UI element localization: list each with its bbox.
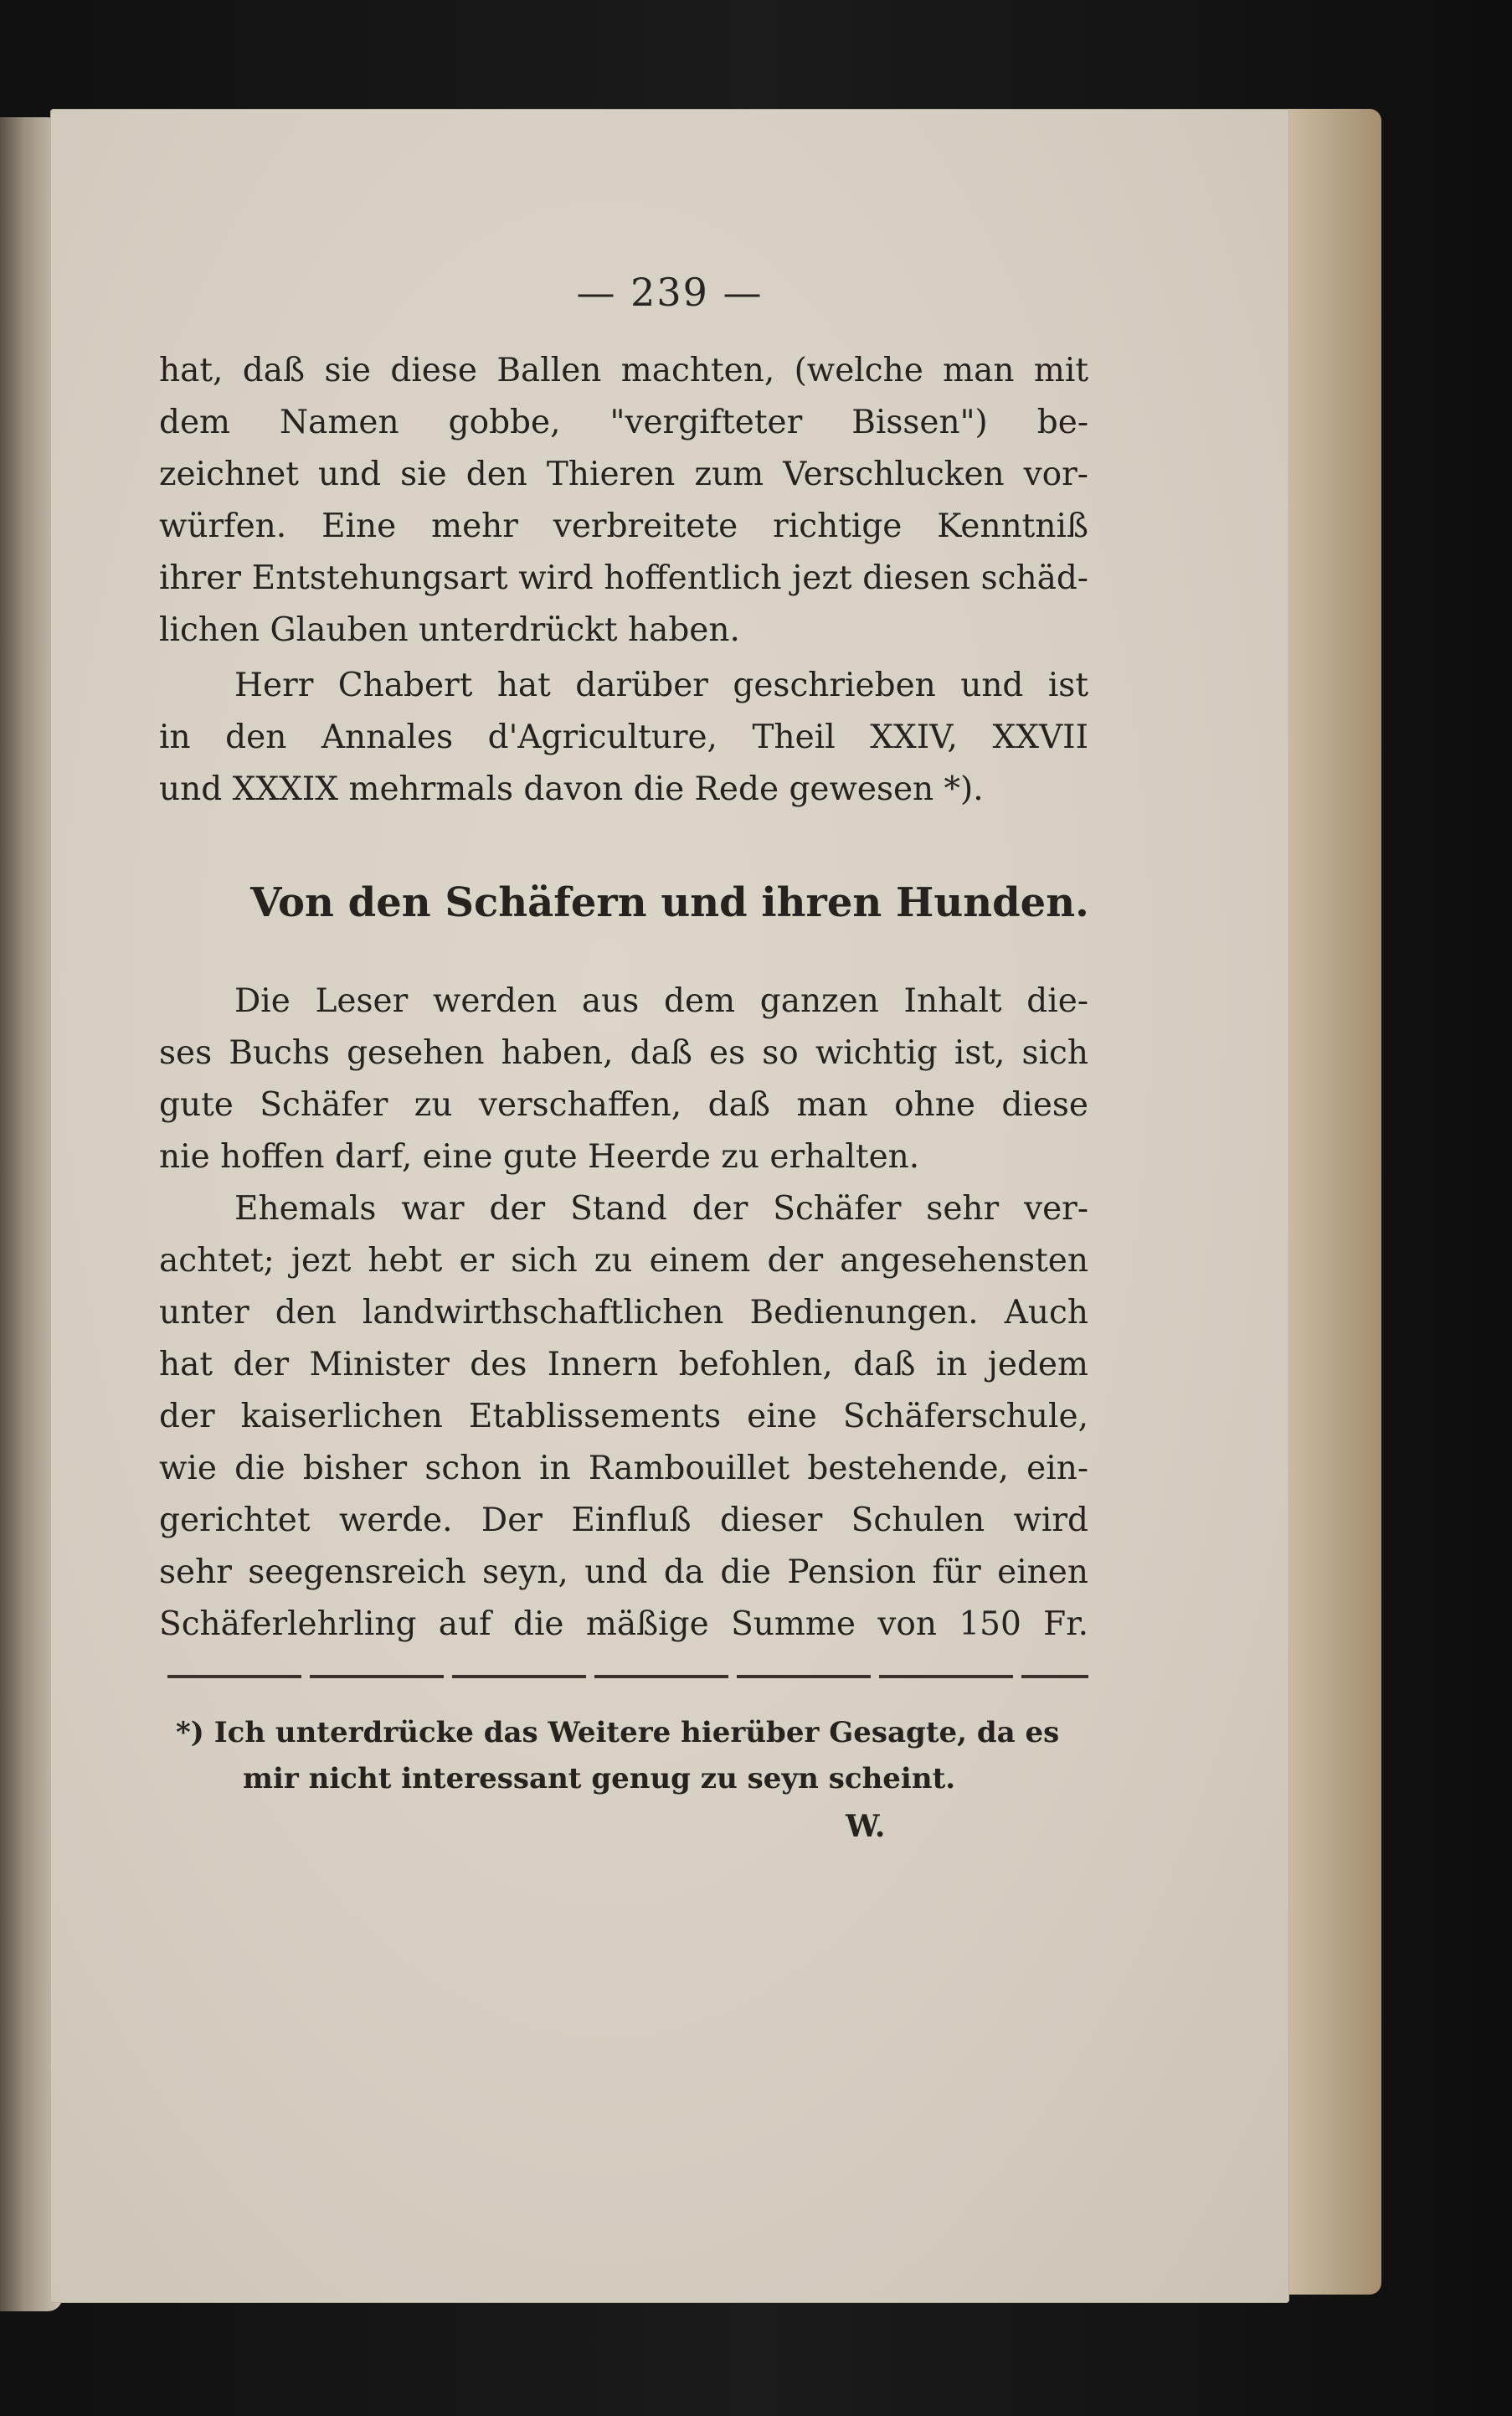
text-line: hat, daß sie diese Ballen machten, (welche man mit xyxy=(159,352,1088,389)
footnote xyxy=(176,1710,1080,1802)
text-line: der kaiserlichen Etablissements eine Schäferschule, xyxy=(159,1398,1088,1435)
text-line: in den Annales d'Agriculture, Theil XXIV, XXVII xyxy=(159,719,1088,756)
page-content xyxy=(50,109,1289,2303)
text-line: nie hoffen darf, eine gute Heerde zu erhalten. xyxy=(159,1138,920,1176)
text-line: würfen. Eine mehr verbreitete richtige Kenntniß xyxy=(159,507,1088,545)
paragraph-one xyxy=(159,345,1088,657)
text-line: und XXXIX mehrmals davon die Rede gewesen *). xyxy=(159,770,984,808)
footnote-signature: W. xyxy=(846,1809,886,1844)
text-line: gerichtet werde. Der Einfluß dieser Schulen wird xyxy=(159,1502,1088,1539)
footnote-divider xyxy=(167,1675,1088,1678)
text-line: achtet; jezt hebt er sich zu einem der angesehensten xyxy=(159,1242,1088,1280)
text-line: wie die bisher schon in Rambouillet bestehende, ein- xyxy=(159,1450,1088,1487)
paragraph-four xyxy=(159,1183,1088,1651)
text-line: Herr Chabert hat darüber geschrieben und ist xyxy=(234,667,1088,704)
text-line: gute Schäfer zu verschaffen, daß man ohne diese xyxy=(159,1086,1088,1124)
footnote-line: mir nicht interessant genug zu seyn scheint. xyxy=(243,1762,956,1795)
book-page xyxy=(50,109,1289,2303)
paragraph-three xyxy=(159,976,1088,1183)
text-line: zeichnet und sie den Thieren zum Verschlucken vor- xyxy=(159,456,1088,493)
paragraph-two xyxy=(159,660,1088,816)
text-line: Ehemals war der Stand der Schäfer sehr ver- xyxy=(234,1190,1088,1228)
text-line: Die Leser werden aus dem ganzen Inhalt die- xyxy=(234,982,1088,1020)
text-line: ihrer Entstehungsart wird hoffentlich jezt diesen schäd- xyxy=(159,559,1088,597)
footnote-line: *) Ich unterdrücke das Weitere hierüber Gesagte, da es xyxy=(176,1716,1060,1749)
text-line: unter den landwirthschaftlichen Bedienungen. Auch xyxy=(159,1294,1088,1332)
text-line: lichen Glauben unterdrückt haben. xyxy=(159,611,740,649)
text-line: sehr seegensreich seyn, und da die Pension für einen xyxy=(159,1553,1088,1591)
section-heading: Von den Schäfern und ihren Hunden. xyxy=(250,879,1089,926)
page-number: — 239 — xyxy=(576,270,764,315)
text-line: hat der Minister des Innern befohlen, daß in jedem xyxy=(159,1346,1088,1383)
text-line: ses Buchs gesehen haben, daß es so wichtig ist, sich xyxy=(159,1034,1088,1072)
text-line: dem Namen gobbe, "vergifteter Bissen") be- xyxy=(159,404,1088,441)
right-page-edge xyxy=(1281,109,1381,2295)
text-line: Schäferlehrling auf die mäßige Summe von 150 Fr. xyxy=(159,1605,1088,1643)
